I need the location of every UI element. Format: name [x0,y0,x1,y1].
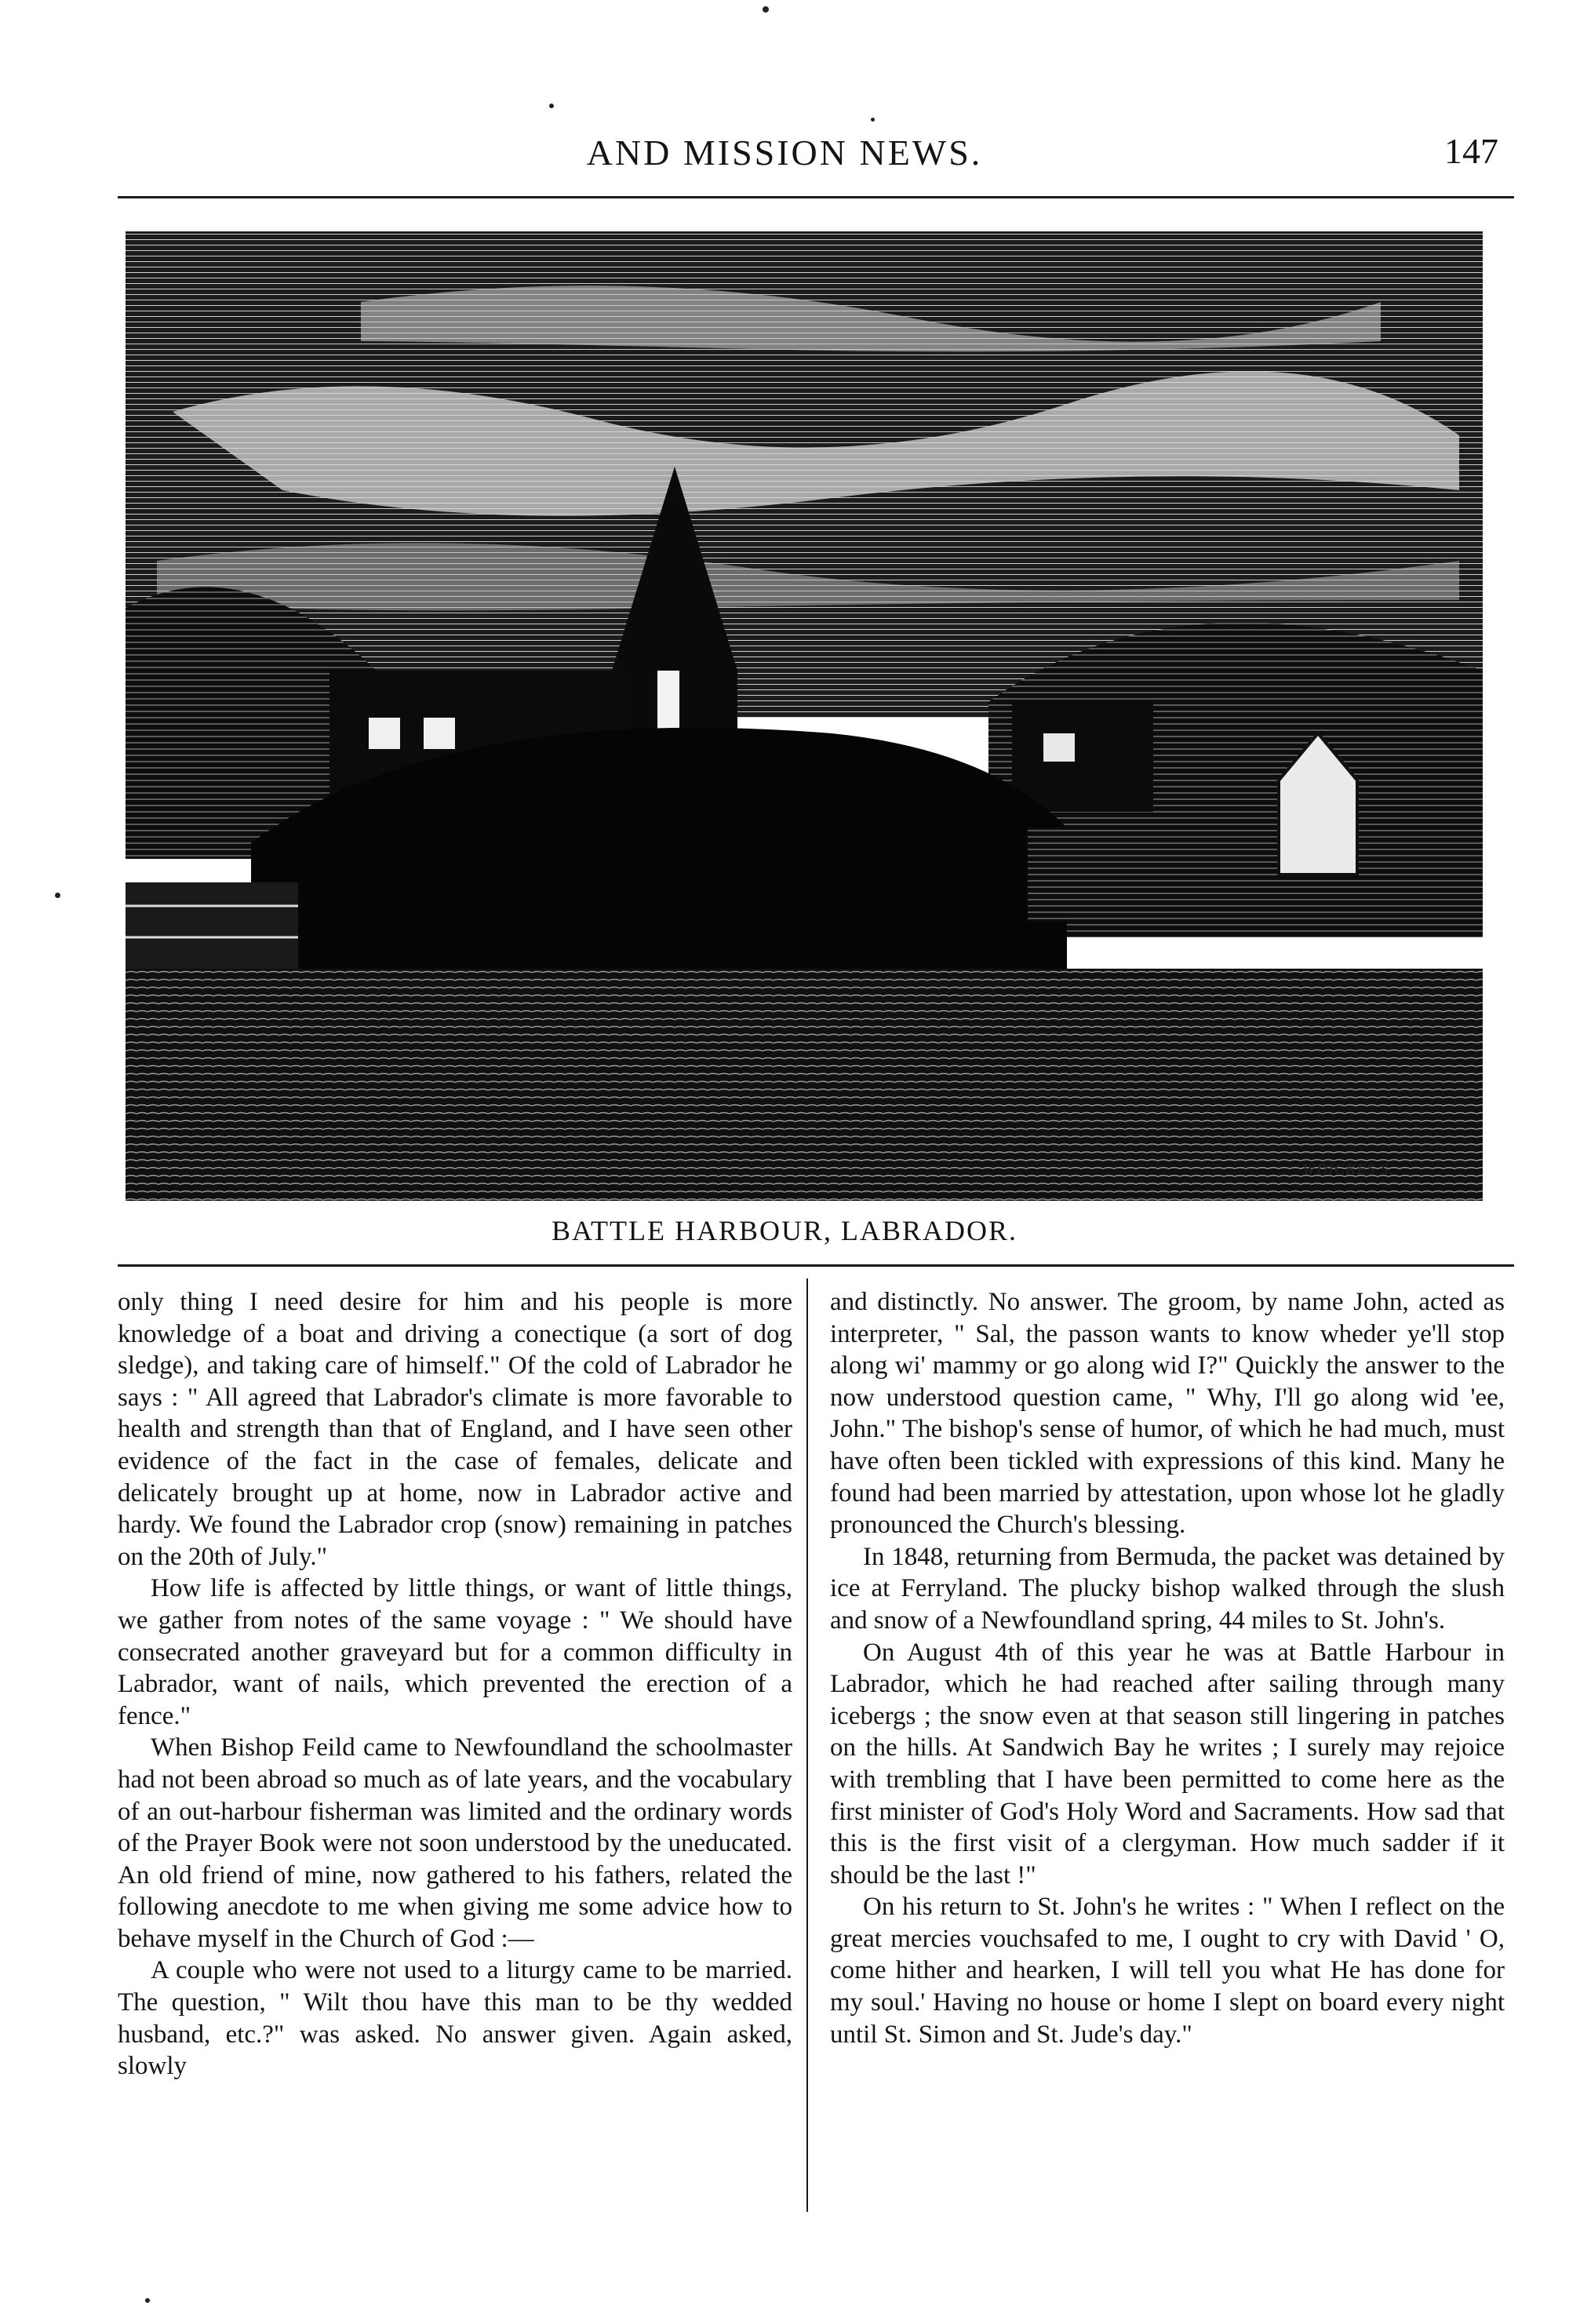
house-right [1012,702,1153,812]
figure-caption: BATTLE HARBOUR, LABRADOR. [551,1215,1018,1246]
battle-harbour-engraving [126,231,1483,1212]
caption-rule [118,1264,1514,1267]
water [126,969,1483,1212]
house-window [424,718,455,749]
paragraph: How life is affected by little things, or want of little things, we gather from notes of the same voyage : " We should have consecrated another graveyard but for a common difficulty in Labrador, want of nails, which prevented the erection of a fence." [118,1574,792,1730]
page-number: 147 [1444,131,1498,171]
house-window [369,718,400,749]
paragraph: On his return to St. John's he writes : " When I reflect on the great mercies vouchsafed to me, I ought to cry with David ' O, come hither and hearken, I will tell you what He has done for my soul.' Having no house or home I slept on board every night until St. Simon and St. Jude's day." [830,1893,1505,2049]
left-column [118,1286,792,2082]
paragraph: and distinctly. No answer. The groom, by name John, acted as interpreter, " Sal, the passon wants to know wheder ye'll stop along wi' mammy or go along wid I?" Quickly the answer to the now understood question came, " Why, I'll go along wid 'ee, John." The bishop's sense of humor, of which he had much, must have often been tickled with expressions of this kind. Many he found had been married by attestation, upon whose lot he gladly pronounced the Church's blessing. [830,1288,1505,1540]
paragraph: In 1848, returning from Bermuda, the packet was detained by ice at Ferryland. The plucky bishop walked through the slush and snow of a Newfoundland spring, 44 miles to St. John's. [830,1542,1505,1635]
scan-speck [549,104,554,108]
paragraph: only thing I need desire for him and his people is more knowledge of a boat and driving a conectique (a sort of dog sledge), and taking care of himself." Of the cold of Labrador he says : " All agreed that Labrador's climate is more favorable to health and strength than that of England, and I have seen other evidence of the fact in the case of females, delicate and delicately brought up at home, now in Labrador active and hardy. We found the Labrador crop (snow) remaining in patches on the 20th of July." [118,1288,792,1571]
scan-speck [145,2298,150,2303]
running-header-title: AND MISSION NEWS. [586,133,983,173]
paragraph: A couple who were not used to a liturgy came to be married. The question, " Wilt thou have this man to be thy wedded husband, etc.?" was asked. No answer given. Again asked, slowly [118,1956,792,2081]
column-divider [806,1278,808,2212]
paragraph: When Bishop Feild came to Newfoundland the schoolmaster had not been abroad so much as of late years, and the vocabulary of an out-harbour fisherman was limited and the ordinary words of the Prayer Book were not soon understood by the uneducated. An old friend of mine, now gathered to his fathers, related the following anecdote to me when giving me some advice how to behave myself in the Church of God :— [118,1733,792,1953]
water-bottom-edge [126,1201,1483,1212]
scan-speck [871,118,875,122]
right-column [830,1286,1505,2050]
engraver-signature: WDICKES.S. [1302,1161,1394,1178]
header-rule [118,196,1514,198]
house-window [1043,733,1075,762]
paragraph: On August 4th of this year he was at Battle Harbour in Labrador, which he had reached after sailing through many icebergs ; the snow even at that season still lingering in patches on the hills. At Sandwich Bay he writes ; I surely may rejoice with trembling that I have been permitted to come here as the first minister of God's Holy Word and Sacraments. How sad that this is the first visit of a clergyman. How much sadder if it should be the last !" [830,1638,1505,1889]
scan-speck [763,6,769,13]
wharf-left [126,882,298,977]
scan-speck [55,893,60,898]
